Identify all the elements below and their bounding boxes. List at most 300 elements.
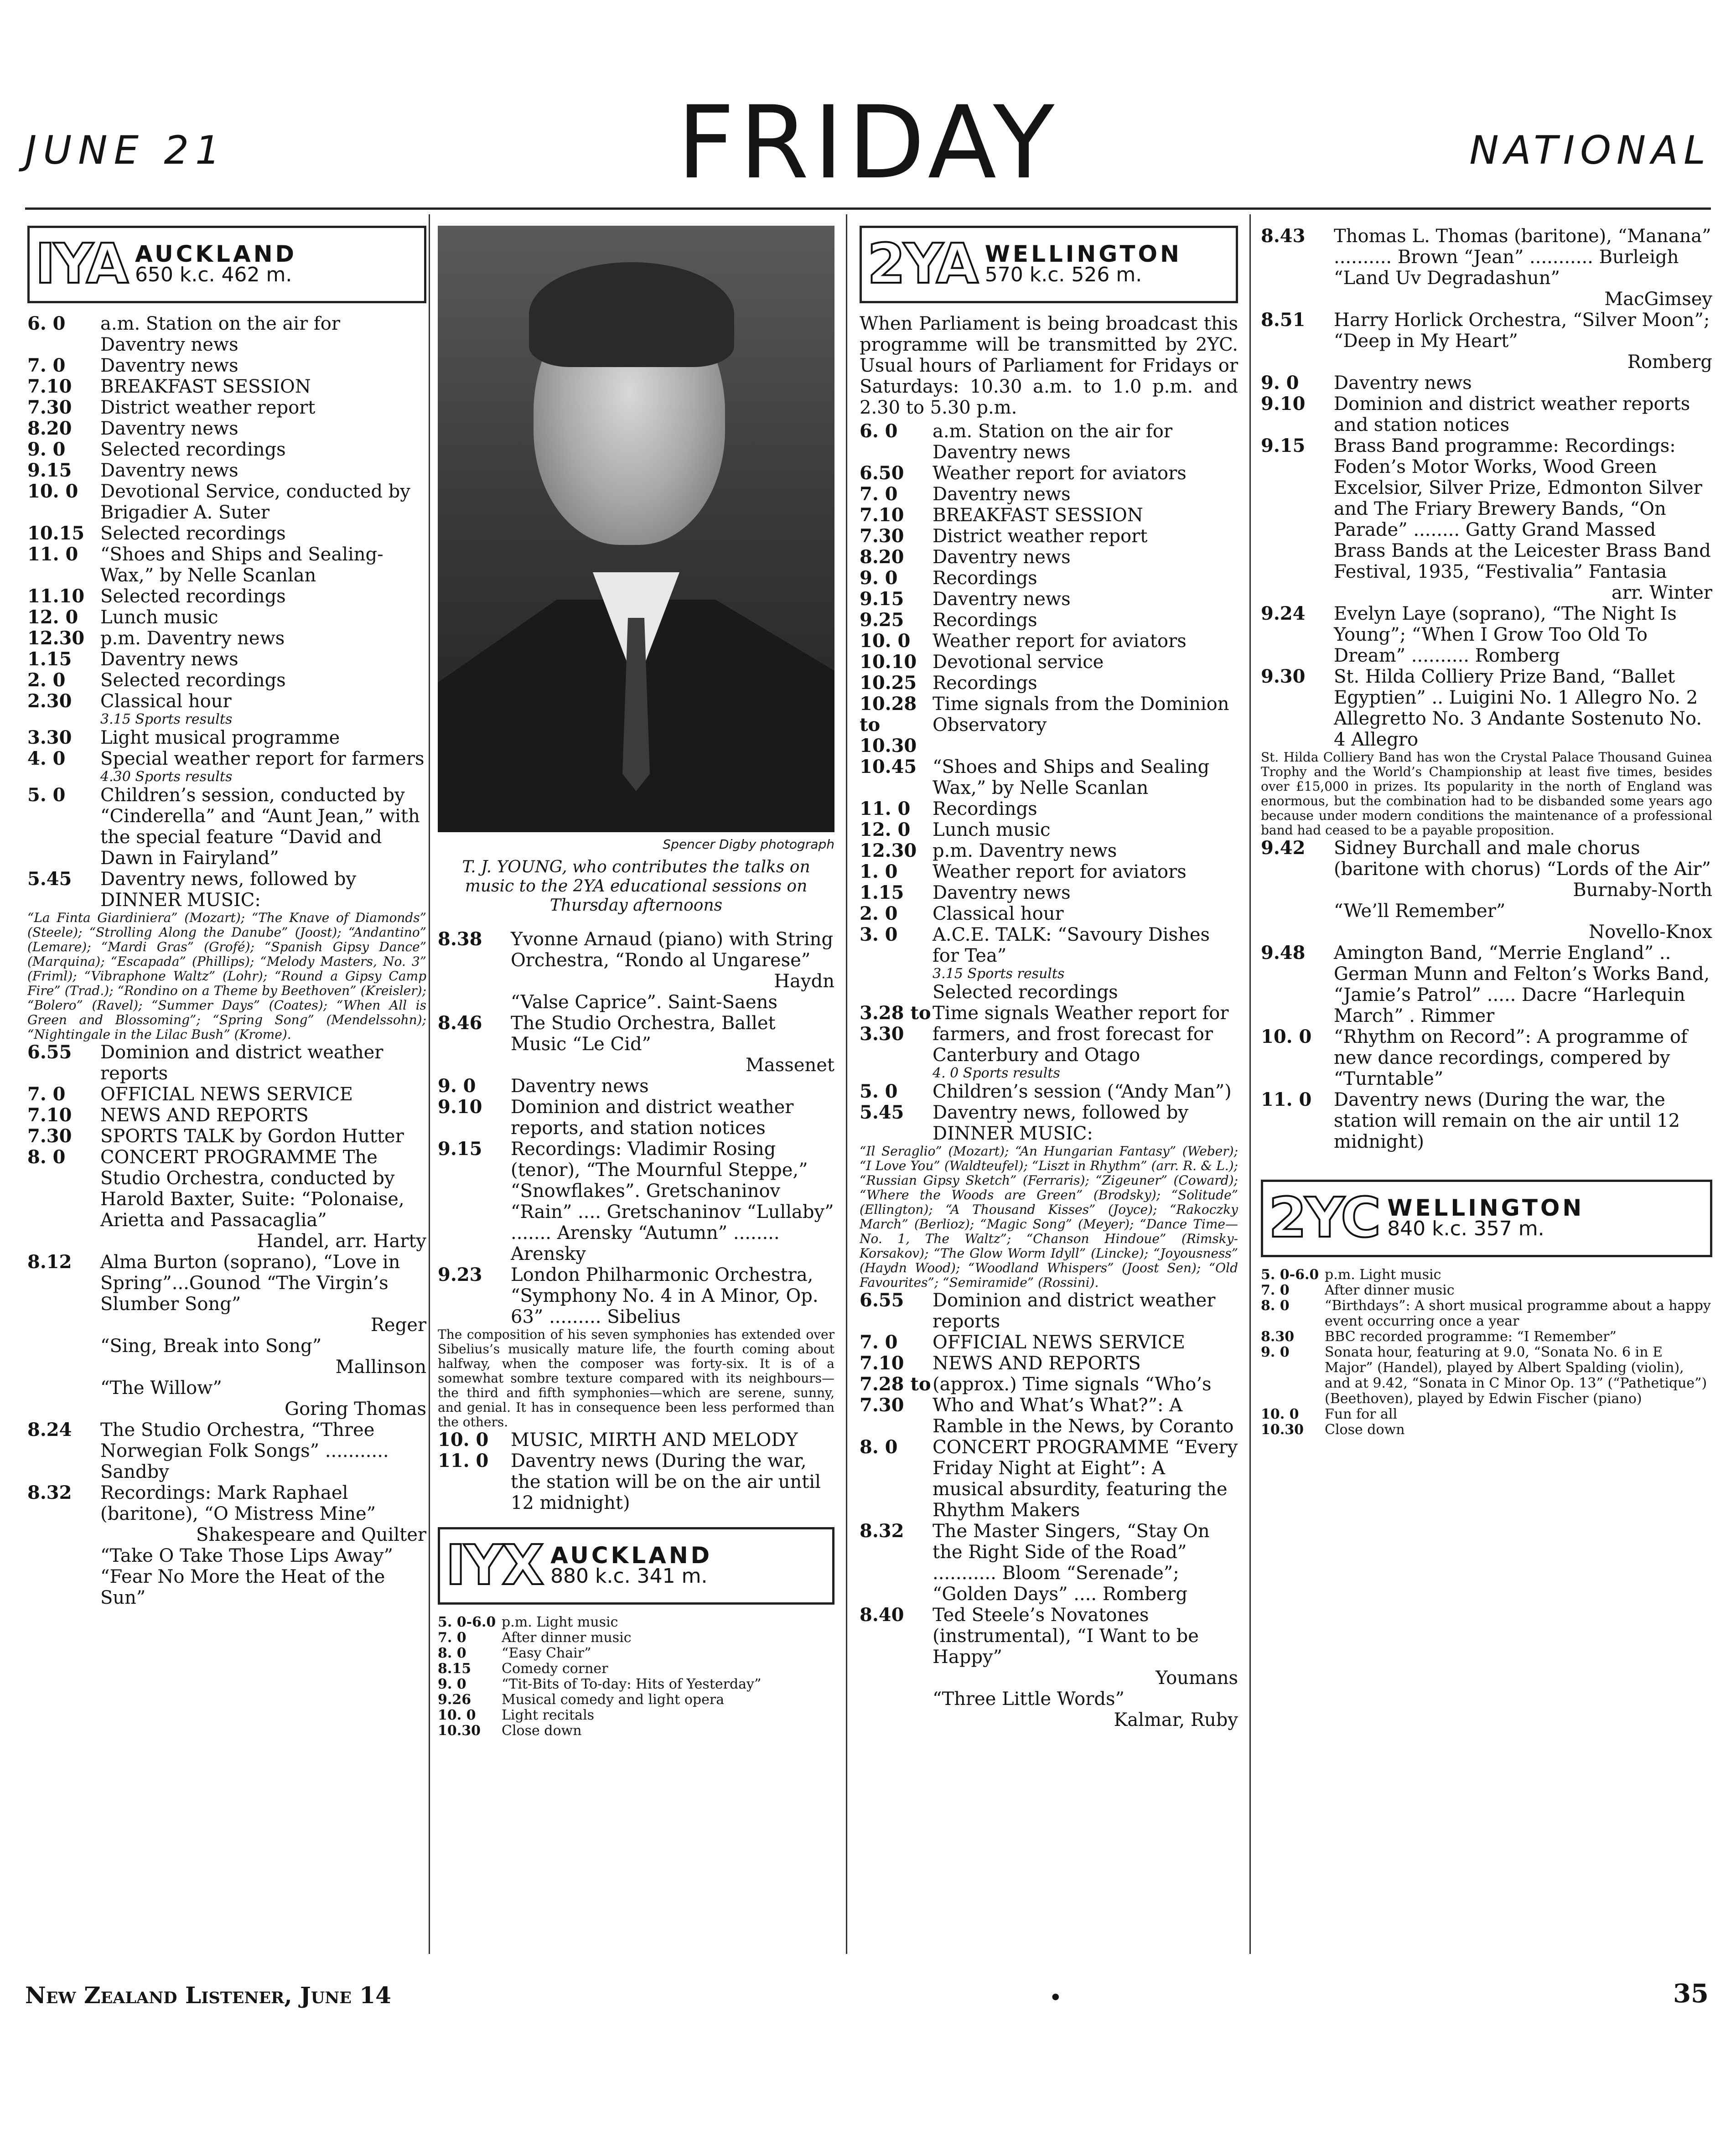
entry-text: BREAKFAST SESSION — [933, 505, 1143, 526]
entry-time: 7. 0 — [860, 483, 898, 505]
entry-text: Weather report for aviators — [933, 861, 1187, 882]
entry-text: Daventry news (During the war, the station will remain on the air until 12 midnight) — [1334, 1089, 1680, 1152]
schedule-entry — [860, 982, 1238, 1003]
entry-time: 8.12 — [27, 1251, 72, 1273]
schedule-entry — [438, 1013, 834, 1055]
entry-time — [438, 992, 511, 1013]
entry-time: 9. 0 — [1261, 372, 1299, 394]
entry-subnote: 3.15 Sports results — [100, 711, 233, 727]
entry-time: 2. 0 — [27, 669, 66, 691]
schedule-entry — [860, 798, 1238, 819]
station-badge-2ya — [860, 226, 1238, 303]
entry-text: Daventry news — [1334, 373, 1472, 394]
entry-text: Devotional service — [933, 652, 1104, 673]
schedule-entry — [1261, 373, 1712, 394]
entry-time: 7.30 — [27, 397, 72, 418]
schedule-entry — [1261, 943, 1712, 1026]
column-photo — [438, 226, 834, 1958]
entry-text: Children’s session, conducted by “Cinderella” and “Aunt Jean,” with the special feature “David and Dawn in Fairyland” — [100, 785, 420, 869]
schedule-entry — [1261, 666, 1712, 750]
entry-time: 7.28 to 7.30 — [860, 1373, 931, 1416]
schedule-entry — [27, 1042, 426, 1084]
schedule-list — [438, 1615, 834, 1739]
entry-time: 9. 0 — [438, 1676, 466, 1692]
schedule-entry — [860, 484, 1238, 505]
entry-text: “Rhythm on Record”: A programme of new dance recordings, compered by “Turntable” — [1334, 1026, 1688, 1089]
schedule-entry — [860, 547, 1238, 568]
entry-text: “The Willow” — [100, 1378, 222, 1399]
entry-text: Special weather report for farmers — [100, 748, 425, 769]
station-callsign: 2YC — [1269, 1186, 1379, 1250]
schedule-entry — [27, 544, 426, 586]
entry-text: p.m. Light music — [1325, 1267, 1441, 1283]
schedule-entry — [1261, 603, 1712, 666]
entry-text: Brass Band programme: Recordings: Foden’s Motor Works, Wood Green Excelsior, Silver Prize, Edmonton Silver and The Friary Brewery Bands, “On Parade” ........ Gatty Grand Massed Brass Bands at the Leicester Brass Band Festival, 1935, “Festivalia” Fantasia — [1334, 435, 1711, 582]
column-divider — [1249, 214, 1251, 1954]
entry-text: p.m. Daventry news — [100, 628, 285, 649]
entry-time: 8.32 — [860, 1520, 904, 1542]
schedule-entry — [860, 882, 1238, 903]
entry-time: 9.25 — [860, 609, 904, 631]
entry-time: 9.15 — [860, 588, 904, 610]
schedule-entry — [27, 1545, 426, 1608]
schedule-entry — [1261, 1422, 1712, 1438]
schedule-entry — [438, 1692, 834, 1708]
entry-text: Amington Band, “Merrie England” .. German Munn and Felton’s Works Band, “Jamie’s Patrol” ..... Dacre “Harlequin March” . Rimmer — [1334, 943, 1710, 1026]
network-label: NATIONAL — [1469, 128, 1711, 173]
entry-time: 9. 0 — [1261, 1344, 1290, 1360]
entry-composer: Reger — [370, 1315, 426, 1336]
parliament-notice: When Parliament is being broadcast this programme will be transmitted by 2YC. Usual hours of Parliament for Fridays or Saturdays: 10.30 a.m. to 1.0 p.m. and 2.30 to 5.30 p.m. — [860, 313, 1238, 418]
entry-text: District weather report — [933, 526, 1148, 547]
entry-time: 9.15 — [27, 460, 72, 481]
station-city: AUCKLAND — [550, 1542, 713, 1569]
entry-text: Lunch music — [933, 819, 1051, 840]
entry-text: Weather report for aviators — [933, 631, 1187, 652]
entry-subnote: 3.15 Sports results — [933, 966, 1065, 982]
schedule-entry — [860, 631, 1238, 652]
entry-text: Classical hour — [933, 903, 1064, 924]
entry-text: Close down — [502, 1723, 582, 1739]
schedule-entry — [27, 785, 426, 869]
schedule-list — [438, 929, 834, 1327]
schedule-entry — [1261, 310, 1712, 352]
station-callsign: IYA — [35, 233, 127, 296]
station-badge-2yc — [1261, 1180, 1712, 1257]
issue-date: JUNE 21 — [25, 128, 227, 173]
entry-time: 6. 0 — [27, 313, 66, 334]
entry-text: Dominion and district weather reports and station notices — [1334, 394, 1690, 435]
entry-time: 7.10 — [27, 376, 72, 397]
schedule-list — [27, 1042, 426, 1608]
entry-time: 10. 0 — [27, 481, 78, 502]
station-callsign: IYX — [446, 1534, 543, 1597]
schedule-entry — [27, 397, 426, 418]
schedule-entry — [27, 1336, 426, 1357]
schedule-entry — [438, 1451, 834, 1513]
schedule-entry — [860, 1081, 1238, 1102]
entry-text: BBC recorded programme: “I Remember” — [1325, 1329, 1617, 1345]
station-frequency: 570 k.c. 526 m. — [985, 263, 1142, 286]
entry-time: 6. 0 — [860, 420, 898, 442]
entry-time: 12.30 — [860, 840, 917, 861]
schedule-entry — [860, 819, 1238, 840]
schedule-entry — [27, 649, 426, 670]
entry-composer: Handel, arr. Harty — [257, 1231, 426, 1252]
entry-text: “Sing, Break into Song” — [100, 1336, 322, 1357]
entry-time: 5. 0 — [860, 1081, 898, 1102]
entry-time: 10.45 — [860, 756, 917, 777]
entry-text: The Studio Orchestra, “Three Norwegian Folk Songs” ........... Sandby — [100, 1420, 389, 1482]
entry-text: “Shoes and Ships and Sealing-Wax,” by Nelle Scanlan — [100, 544, 383, 586]
entry-text: Lunch music — [100, 607, 218, 628]
station-city: AUCKLAND — [135, 241, 297, 267]
entry-time: 10. 0 — [860, 630, 911, 652]
entry-composer: MacGimsey — [1604, 289, 1712, 310]
entry-time: 11. 0 — [860, 798, 911, 819]
schedule-entry — [860, 861, 1238, 882]
entry-text: MUSIC, MIRTH AND MELODY — [511, 1430, 798, 1451]
entry-composer: Goring Thomas — [285, 1399, 426, 1420]
entry-time: 12. 0 — [27, 606, 78, 628]
station-badge-iyx — [438, 1527, 834, 1605]
entry-time: 7. 0 — [27, 1083, 66, 1105]
schedule-entry — [27, 1126, 426, 1147]
entry-text: Dominion and district weather reports — [100, 1042, 383, 1084]
entry-time: 7.10 — [860, 504, 904, 526]
entry-text: Recordings — [933, 673, 1037, 694]
schedule-entry — [27, 1378, 426, 1399]
entry-time: 9. 0 — [27, 439, 66, 460]
schedule-entry — [27, 1252, 426, 1315]
entry-time — [860, 1689, 933, 1710]
schedule-entry — [860, 673, 1238, 694]
entry-text: Devotional Service, conducted by Brigadier A. Suter — [100, 481, 410, 523]
schedule-entry — [860, 421, 1238, 463]
entry-composer: Shakespeare and Quilter — [196, 1524, 426, 1545]
schedule-entry — [860, 903, 1238, 924]
entry-composer: arr. Winter — [1612, 582, 1712, 603]
column-iya — [27, 226, 426, 1958]
entry-time: 9. 0 — [860, 567, 898, 589]
entry-time: 11. 0 — [27, 544, 78, 565]
entry-time: 1. 0 — [860, 861, 898, 882]
entry-time: 2. 0 — [860, 903, 898, 924]
entry-text: Sonata hour, featuring at 9.0, “Sonata No. 6 in E Major” (Handel), played by Albert Spalding (violin), and at 9.42, “Sonata in C Minor Op. 13” (“Pathetique”) (Beethoven), played by Edwin Fischer (piano) — [1325, 1344, 1707, 1407]
entry-time: 6.50 — [860, 462, 904, 484]
entry-text: “Easy Chair” — [502, 1645, 591, 1661]
entry-text: p.m. Light music — [502, 1614, 618, 1630]
schedule-entry — [438, 1630, 834, 1646]
schedule-entry — [860, 1102, 1238, 1144]
schedule-entry — [860, 1290, 1238, 1332]
schedule-entry — [860, 756, 1238, 798]
entry-composer: Romberg — [1627, 352, 1712, 373]
entry-text: Daventry news — [933, 484, 1071, 505]
schedule-entry — [860, 652, 1238, 673]
schedule-entry — [438, 1723, 834, 1739]
entry-time: 7.30 — [860, 525, 904, 547]
entry-text: Ted Steele’s Novatones (instrumental), “I Want to be Happy” — [933, 1605, 1199, 1668]
entry-composer: Kalmar, Ruby — [1114, 1710, 1238, 1730]
programme-note: The composition of his seven symphonies has extended over Sibelius’s musically mature life, the fourth coming about halfway, when the composer was forty-six. It is of a somewhat sombre texture compared with its neighbours—the third and fifth symphonies—which are serene, sunny, and genial. It has in consequence been less performed than the others. — [438, 1327, 834, 1430]
entry-text: Selected recordings — [100, 670, 286, 691]
entry-text: p.m. Daventry news — [933, 840, 1117, 861]
schedule-entry — [860, 694, 1238, 756]
entry-time: 9.23 — [438, 1264, 482, 1285]
station-city: WELLINGTON — [985, 241, 1182, 267]
entry-text: Children’s session (“Andy Man”) — [933, 1081, 1232, 1102]
entry-text: “We’ll Remember” — [1334, 901, 1506, 922]
schedule-entry — [27, 439, 426, 460]
schedule-entry — [438, 1646, 834, 1661]
header-rule — [25, 207, 1711, 210]
entry-text: Classical hour — [100, 691, 232, 712]
entry-text: Recordings — [933, 798, 1037, 819]
entry-time: 1.15 — [27, 648, 72, 670]
schedule-entry — [438, 1430, 834, 1451]
schedule-entry — [860, 840, 1238, 861]
entry-text: Selected recordings — [100, 523, 286, 544]
entry-time: 7. 0 — [27, 355, 66, 376]
entry-text: Recordings: Mark Raphael (baritone), “O Mistress Mine” — [100, 1482, 376, 1524]
schedule-entry — [27, 1084, 426, 1105]
entry-time: 10.28 to 10.30 — [860, 693, 917, 756]
entry-time: 8.38 — [438, 928, 482, 950]
entry-time: 7.10 — [27, 1104, 72, 1126]
entry-text: Daventry news — [511, 1076, 649, 1097]
page-title: FRIDAY — [677, 84, 1059, 201]
schedule-list — [1261, 1267, 1712, 1438]
schedule-entry — [860, 526, 1238, 547]
schedule-entry — [1261, 394, 1712, 435]
entry-text: Daventry news — [100, 460, 238, 481]
entry-text: Daventry news — [933, 547, 1071, 568]
entry-time: 11. 0 — [438, 1450, 489, 1471]
entry-time: 4. 0 — [27, 748, 66, 769]
column-divider — [846, 214, 847, 1954]
entry-text: Alma Burton (soprano), “Love in Spring”...Gounod “The Virgin’s Slumber Song” — [100, 1252, 400, 1315]
entry-text: CONCERT PROGRAMME “Every Friday Night at Eight”: A musical absurdity, featuring the Rhythm Makers — [933, 1437, 1238, 1521]
entry-time: 8.43 — [1261, 226, 1306, 247]
entry-time: 8. 0 — [1261, 1298, 1290, 1314]
entry-text: Daventry news (During the war, the station will be on the air until 12 midnight) — [511, 1451, 821, 1513]
schedule-entry — [1261, 1298, 1712, 1329]
entry-time — [860, 982, 933, 1003]
schedule-entry — [860, 1003, 1238, 1066]
schedule-entry — [1261, 1329, 1712, 1345]
schedule-list — [1261, 226, 1712, 750]
entry-time: 8.20 — [860, 546, 904, 568]
entry-time: 10. 0 — [1261, 1406, 1299, 1422]
entry-text: CONCERT PROGRAMME The Studio Orchestra, conducted by Harold Baxter, Suite: “Polonaise, Arietta and Passacaglia” — [100, 1147, 404, 1231]
portrait-photo — [438, 226, 834, 832]
entry-text: OFFICIAL NEWS SERVICE — [933, 1332, 1185, 1353]
entry-time: 3.30 — [27, 727, 72, 748]
entry-text: After dinner music — [1325, 1282, 1455, 1298]
entry-time: 9.15 — [1261, 435, 1306, 456]
entry-time: 12. 0 — [860, 819, 911, 840]
entry-time: 11.10 — [27, 585, 85, 607]
entry-time: 8.20 — [27, 418, 72, 439]
station-frequency: 840 k.c. 357 m. — [1387, 1217, 1544, 1240]
schedule-entry — [1261, 838, 1712, 880]
station-badge-iya — [27, 226, 426, 303]
entry-time: 5. 0-6.0 — [438, 1614, 496, 1630]
entry-text: “Take O Take Those Lips Away” “Fear No More the Heat of the Sun” — [100, 1545, 393, 1608]
entry-time: 7. 0 — [1261, 1282, 1290, 1298]
entry-text: Musical comedy and light opera — [502, 1692, 725, 1708]
entry-time: 9.15 — [438, 1138, 482, 1160]
entry-text: Evelyn Laye (soprano), “The Night Is Young”; “When I Grow Too Old To Dream” .......... Romberg — [1334, 603, 1677, 666]
entry-time: 10. 0 — [1261, 1026, 1312, 1047]
entry-text: Selected recordings — [100, 586, 286, 607]
footer-publication: New Zealand Listener, June 14 — [25, 1982, 391, 2009]
entry-composer: Massenet — [745, 1055, 834, 1076]
entry-subnote: 4. 0 Sports results — [933, 1065, 1060, 1081]
entry-text: Dominion and district weather reports, and station notices — [511, 1097, 794, 1139]
entry-time: 10. 0 — [438, 1429, 489, 1451]
entry-time: 9.10 — [438, 1096, 482, 1118]
schedule-entry — [1261, 901, 1712, 922]
entry-time: 7.10 — [860, 1352, 904, 1374]
entry-time: 8.32 — [27, 1482, 72, 1503]
entry-time: 10.25 — [860, 672, 917, 694]
entry-text: Recordings — [933, 610, 1037, 631]
entry-time: 8.51 — [1261, 309, 1306, 331]
entry-time: 8. 0 — [27, 1146, 66, 1168]
entry-text: Time signals Weather report for farmers, and frost forecast for Canterbury and Otago — [933, 1003, 1229, 1066]
entry-text: Thomas L. Thomas (baritone), “Manana” .......... Brown “Jean” ........... Burleigh “Land Uv Degradashun” — [1334, 226, 1711, 289]
entry-text: Daventry news — [100, 649, 238, 670]
entry-text: “Birthdays”: A short musical programme about a happy event occurring once a year — [1325, 1298, 1711, 1329]
station-frequency: 880 k.c. 341 m. — [550, 1565, 708, 1588]
entry-time: 8. 0 — [860, 1436, 898, 1458]
entry-text: Recordings: Vladimir Rosing (tenor), “The Mournful Steppe,” “Snowflakes”. Gretschaninov “Rain” .... Gretschaninov “Lullaby” ....... Arensky “Autumn” ........ Arensky — [511, 1139, 834, 1264]
schedule-list — [860, 421, 1238, 1144]
schedule-list — [438, 1430, 834, 1513]
schedule-entry — [1261, 1267, 1712, 1283]
schedule-entry — [438, 1139, 834, 1264]
column-divider — [429, 214, 430, 1954]
schedule-entry — [27, 1147, 426, 1231]
entry-time: 10.10 — [860, 651, 917, 673]
entry-time: 8.30 — [1261, 1329, 1295, 1345]
entry-time: 10.30 — [438, 1723, 481, 1739]
entry-time: 9.10 — [1261, 393, 1306, 414]
schedule-entry — [860, 1332, 1238, 1353]
schedule-entry — [860, 1374, 1238, 1437]
schedule-entry — [27, 727, 426, 748]
schedule-entry — [1261, 1283, 1712, 1298]
entry-composer: Haydn — [774, 971, 834, 992]
schedule-entry — [27, 355, 426, 376]
schedule-entry — [438, 1661, 834, 1677]
entry-time: 1.15 — [860, 882, 904, 903]
schedule-entry — [27, 586, 426, 607]
entry-text: Recordings — [933, 568, 1037, 589]
entry-time: 3.28 to 3.30 — [860, 1002, 931, 1045]
schedule-entry — [438, 1708, 834, 1723]
station-frequency: 650 k.c. 462 m. — [135, 263, 292, 286]
page-number: 35 — [1673, 1979, 1709, 2009]
entry-time: 5. 0-6.0 — [1261, 1267, 1319, 1283]
entry-text: NEWS AND REPORTS — [933, 1353, 1141, 1374]
entry-time: 11. 0 — [1261, 1089, 1312, 1110]
entry-text: Light recitals — [502, 1707, 595, 1723]
entry-text: Weather report for aviators — [933, 463, 1187, 484]
station-callsign: 2YA — [867, 233, 977, 296]
entry-text: Fun for all — [1325, 1406, 1398, 1422]
schedule-entry — [860, 1353, 1238, 1374]
schedule-entry — [27, 628, 426, 649]
entry-time: 9.26 — [438, 1692, 472, 1708]
schedule-entry — [860, 463, 1238, 484]
schedule-entry — [438, 1677, 834, 1692]
schedule-entry — [1261, 1345, 1712, 1407]
entry-text: St. Hilda Colliery Prize Band, “Ballet Egyptien” .. Luigini No. 1 Allegro No. 2 Allegretto No. 3 Andante Sostenuto No. 4 Allegro — [1334, 666, 1702, 750]
entry-text: The Master Singers, “Stay On the Right Side of the Road” ........... Bloom “Serenade”; “Golden Days” .... Romberg — [933, 1521, 1210, 1605]
entry-text: Dominion and district weather reports — [933, 1290, 1216, 1332]
entry-text: Selected recordings — [100, 439, 286, 460]
schedule-entry — [860, 505, 1238, 526]
entry-text: “Tit-Bits of To-day: Hits of Yesterday” — [502, 1676, 762, 1692]
schedule-entry — [860, 568, 1238, 589]
entry-time: 5.45 — [860, 1102, 904, 1123]
entry-time: 8.15 — [438, 1661, 472, 1677]
column-2ya-cont — [1261, 226, 1712, 1958]
entry-time: 10.15 — [27, 523, 85, 544]
programme-note: St. Hilda Colliery Band has won the Crystal Palace Thousand Guinea Trophy and the World’s Championship at least five times, besides over £15,000 in prizes. Its popularity in the north of England was enormous, but the combination had to be disbanded some years ago because under modern conditions the maintenance of a professional band had ceased to be a payable proposition. — [1261, 750, 1712, 838]
entry-text: BREAKFAST SESSION — [100, 376, 311, 397]
entry-text: “Valse Caprice”. Saint-Saens — [511, 992, 777, 1013]
entry-time: 9.42 — [1261, 837, 1306, 859]
schedule-entry — [438, 1264, 834, 1327]
entry-time: 10. 0 — [438, 1707, 476, 1723]
entry-time — [27, 1545, 100, 1608]
entry-text: Close down — [1325, 1422, 1405, 1438]
schedule-entry — [860, 610, 1238, 631]
station-city: WELLINGTON — [1387, 1195, 1585, 1221]
entry-time: 8. 0 — [438, 1645, 466, 1661]
entry-text: NEWS AND REPORTS — [100, 1105, 309, 1126]
entry-time: 7. 0 — [860, 1331, 898, 1353]
footer-dot: • — [1049, 1984, 1062, 2011]
entry-text: District weather report — [100, 397, 316, 418]
photo-caption: T. J. YOUNG, who contributes the talks on music to the 2YA educational sessions on Thursday afternoons — [462, 858, 810, 915]
schedule-entry — [27, 869, 426, 911]
entry-text: (approx.) Time signals “Who’s Who and What’s What?”: A Ramble in the News, by Coranto — [933, 1374, 1234, 1437]
entry-time: 9.24 — [1261, 603, 1306, 624]
schedule-entry — [860, 1521, 1238, 1605]
schedule-entry — [438, 1076, 834, 1097]
schedule-entry — [1261, 1407, 1712, 1422]
entry-text: Selected recordings — [933, 982, 1118, 1003]
entry-text: A.C.E. TALK: “Savoury Dishes for Tea” — [933, 924, 1210, 966]
entry-text: Harry Horlick Orchestra, “Silver Moon”; “Deep in My Heart” — [1334, 310, 1710, 352]
entry-text: Light musical programme — [100, 727, 340, 748]
entry-text: a.m. Station on the air for Daventry news — [933, 421, 1172, 463]
entry-time: 6.55 — [860, 1290, 904, 1311]
entry-time: 9.48 — [1261, 942, 1306, 964]
entry-time: 3. 0 — [860, 924, 898, 945]
photo-credit: Spencer Digby photograph — [663, 837, 834, 852]
dinner-music-note: “Il Seraglio” (Mozart); “An Hungarian Fantasy” (Weber); “I Love You” (Waldteufel); “Liszt in Rhythm” (arr. R. & L.); “Russian Gipsy Sketch” (Ferraris); “Zigeuner” (Coward); “Where the Woods are Green” (Brodsky); “Solitude” (Ellington); “A Thousand Kisses” (Joyce); “Rakoczky March” (Berlioz); “Magic Song” (Meyer); “Dance Time—No. 1, The Waltz”; “Chanson Hindoue” (Rimsky-Korsakov); “The Glow Worm Idyll” (Lincke); “Joyousness” (Haydn Wood); “Woodland Whispers” (Joost Sen); “Old Favourites”; “Semiramide” (Rossini). — [860, 1144, 1238, 1290]
schedule-entry — [27, 523, 426, 544]
entry-text: Daventry news — [933, 882, 1071, 903]
schedule-entry — [27, 670, 426, 691]
entry-time: 2.30 — [27, 690, 72, 712]
